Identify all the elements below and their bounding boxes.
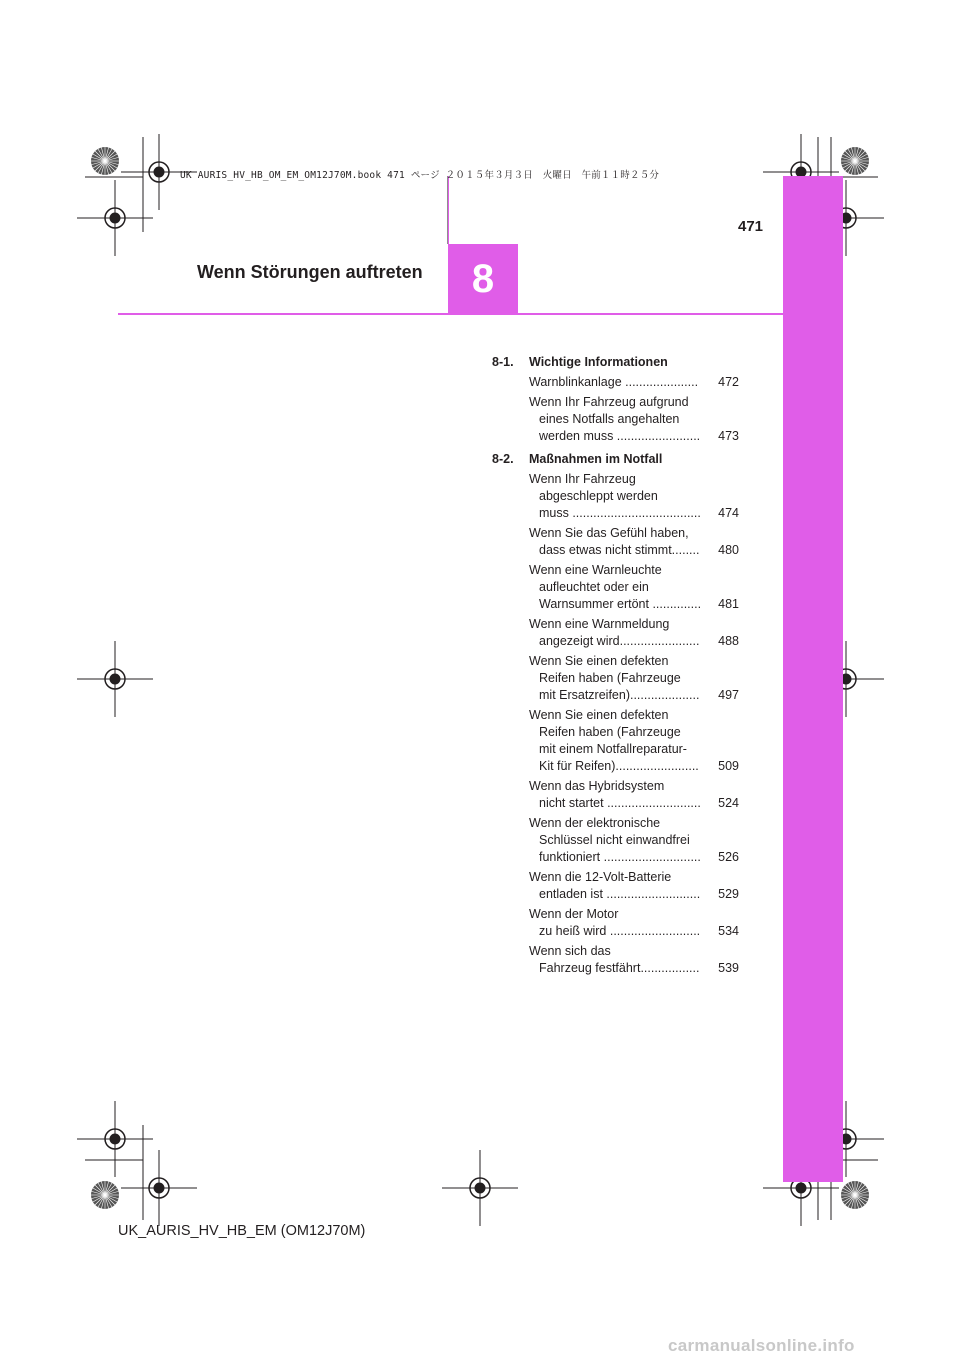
toc-entry-line (529, 758, 739, 775)
toc-entry[interactable] (529, 778, 739, 812)
toc-entry-text: Wenn Sie das Gefühl haben, (529, 526, 689, 540)
toc-entry-line (529, 633, 739, 650)
toc-entry[interactable] (529, 869, 739, 903)
toc-entry-line (529, 724, 739, 741)
toc-entry-line (529, 488, 739, 505)
toc-entry-line (529, 815, 739, 832)
toc-entry-line (529, 849, 739, 866)
toc-entry-line (529, 670, 739, 687)
toc-entry-text: Wenn Ihr Fahrzeug (529, 472, 636, 486)
toc-section-title: Wichtige Informationen (529, 355, 668, 369)
toc-entry-text: aufleuchtet oder ein (539, 580, 649, 594)
toc-entry-text: funktioniert ............................ (539, 850, 701, 864)
toc-entry[interactable] (529, 815, 739, 866)
toc-entry-page: 472 (718, 375, 739, 389)
toc-entry-line (529, 943, 739, 960)
registration-mark (77, 1101, 153, 1177)
toc-entry-line (529, 596, 739, 613)
toc-entry-text: Wenn eine Warnleuchte (529, 563, 662, 577)
chapter-title: Wenn Störungen auftreten (197, 262, 423, 282)
toc-entry-line (529, 411, 739, 428)
toc-entry-page: 480 (718, 543, 739, 557)
toc-entry-page: 474 (718, 506, 739, 520)
toc-entry[interactable] (529, 707, 739, 775)
toc-entry[interactable] (529, 374, 739, 391)
chapter-side-tab (783, 176, 843, 1182)
toc-entry-line (529, 579, 739, 596)
toc-entry-line (529, 374, 739, 391)
toc-entry-line (529, 616, 739, 633)
toc-entry[interactable] (529, 943, 739, 977)
registration-mark (442, 1150, 518, 1226)
toc-entry-page: 473 (718, 429, 739, 443)
chapter-rule (118, 313, 783, 315)
book-info: UK AURIS_HV_HB_OM_EM_OM12J70M.book 471 ページ ２０１５年３月３日 火曜日 午前１１時２５分 (180, 170, 660, 181)
toc-entry-page: 524 (718, 796, 739, 810)
toc-entry-line (529, 707, 739, 724)
toc-entry-page: 509 (718, 759, 739, 773)
toc-entry[interactable] (529, 394, 739, 445)
toc-entry-line (529, 687, 739, 704)
toc-entry-text: Warnblinkanlage ..................... (529, 375, 699, 389)
toc-entry[interactable] (529, 653, 739, 704)
watermark: carmanualsonline.info (668, 1336, 855, 1355)
toc-section-heading[interactable] (492, 451, 752, 468)
chapter-divider-line (448, 176, 449, 244)
toc-entry-line (529, 542, 739, 559)
toc-entry-text: Wenn der Motor (529, 907, 619, 921)
toc-entry-line (529, 562, 739, 579)
toc-entry-page: 481 (718, 597, 739, 611)
toc-entry-text: mit Ersatzreifen).................... (539, 688, 700, 702)
toc-entry[interactable] (529, 562, 739, 613)
page-number: 471 (738, 218, 764, 235)
toc-section-heading[interactable] (492, 354, 752, 371)
toc-entry-text: Wenn Sie einen defekten (529, 654, 669, 668)
toc-entry-line (529, 394, 739, 411)
toc-entry-line (529, 960, 739, 977)
toc-entry-text: mit einem Notfallreparatur- (539, 742, 687, 756)
color-target-mark (841, 147, 869, 175)
registration-mark (121, 1150, 197, 1226)
registration-mark (77, 641, 153, 717)
toc-entry-text: Reifen haben (Fahrzeuge (539, 725, 681, 739)
toc-entry-line (529, 869, 739, 886)
table-of-contents (492, 354, 752, 980)
toc-entry-page: 529 (718, 887, 739, 901)
toc-entry-text: entladen ist ........................... (539, 887, 701, 901)
toc-entry-text: abgeschleppt werden (539, 489, 658, 503)
toc-entry-page: 539 (718, 961, 739, 975)
color-target-mark (91, 147, 119, 175)
document-id: UK_AURIS_HV_HB_EM (OM12J70M) (118, 1223, 366, 1239)
toc-entry-line (529, 428, 739, 445)
toc-entry-line (529, 525, 739, 542)
toc-entry-line (529, 886, 739, 903)
toc-entry-text: werden muss ........................ (539, 429, 701, 443)
color-target-mark (91, 1181, 119, 1209)
toc-entry-line (529, 653, 739, 670)
toc-entry-text: Kit für Reifen)........................ (539, 759, 699, 773)
toc-entry-line (529, 505, 739, 522)
toc-entry-page: 488 (718, 634, 739, 648)
toc-entry-text: Wenn Ihr Fahrzeug aufgrund (529, 395, 689, 409)
toc-entry-text: angezeigt wird....................... (539, 634, 700, 648)
toc-entry-line (529, 741, 739, 758)
toc-entry-line (529, 778, 739, 795)
registration-mark (77, 180, 153, 256)
chapter-number-box: 8 (448, 244, 518, 314)
toc-entry-text: Wenn das Hybridsystem (529, 779, 665, 793)
toc-entry-text: Warnsummer ertönt .............. (539, 597, 702, 611)
toc-entry-text: dass etwas nicht stimmt........ (539, 543, 700, 557)
toc-entry-line (529, 832, 739, 849)
toc-entry-text: eines Notfalls angehalten (539, 412, 680, 426)
toc-section-title: Maßnahmen im Notfall (529, 452, 663, 466)
toc-entry-text: nicht startet ........................... (539, 796, 701, 810)
toc-entry-text: Wenn eine Warnmeldung (529, 617, 670, 631)
toc-entry[interactable] (529, 471, 739, 522)
toc-entry-text: Fahrzeug festfährt................. (539, 961, 700, 975)
toc-entry[interactable] (529, 525, 739, 559)
toc-entry-page: 534 (718, 924, 739, 938)
toc-entry-page: 497 (718, 688, 739, 702)
toc-entry-line (529, 795, 739, 812)
toc-entry-text: Reifen haben (Fahrzeuge (539, 671, 681, 685)
toc-entry-text: Wenn der elektronische (529, 816, 661, 830)
toc-entry-page: 526 (718, 850, 739, 864)
toc-entry-text: Schlüssel nicht einwandfrei (539, 833, 690, 847)
toc-entry-line (529, 923, 739, 940)
toc-section-number: 8-2. (492, 452, 514, 466)
toc-entry[interactable] (529, 906, 739, 940)
toc-entry-text: Wenn die 12-Volt-Batterie (529, 870, 672, 884)
toc-entry-text: muss ..................................... (539, 506, 701, 520)
toc-entry-text: Wenn Sie einen defekten (529, 708, 669, 722)
toc-entry-text: zu heiß wird .......................... (539, 924, 701, 938)
toc-entry-line (529, 906, 739, 923)
toc-entry-line (529, 471, 739, 488)
toc-entry[interactable] (529, 616, 739, 650)
toc-section-number: 8-1. (492, 355, 514, 369)
toc-entry-text: Wenn sich das (529, 944, 611, 958)
color-target-mark (841, 1181, 869, 1209)
